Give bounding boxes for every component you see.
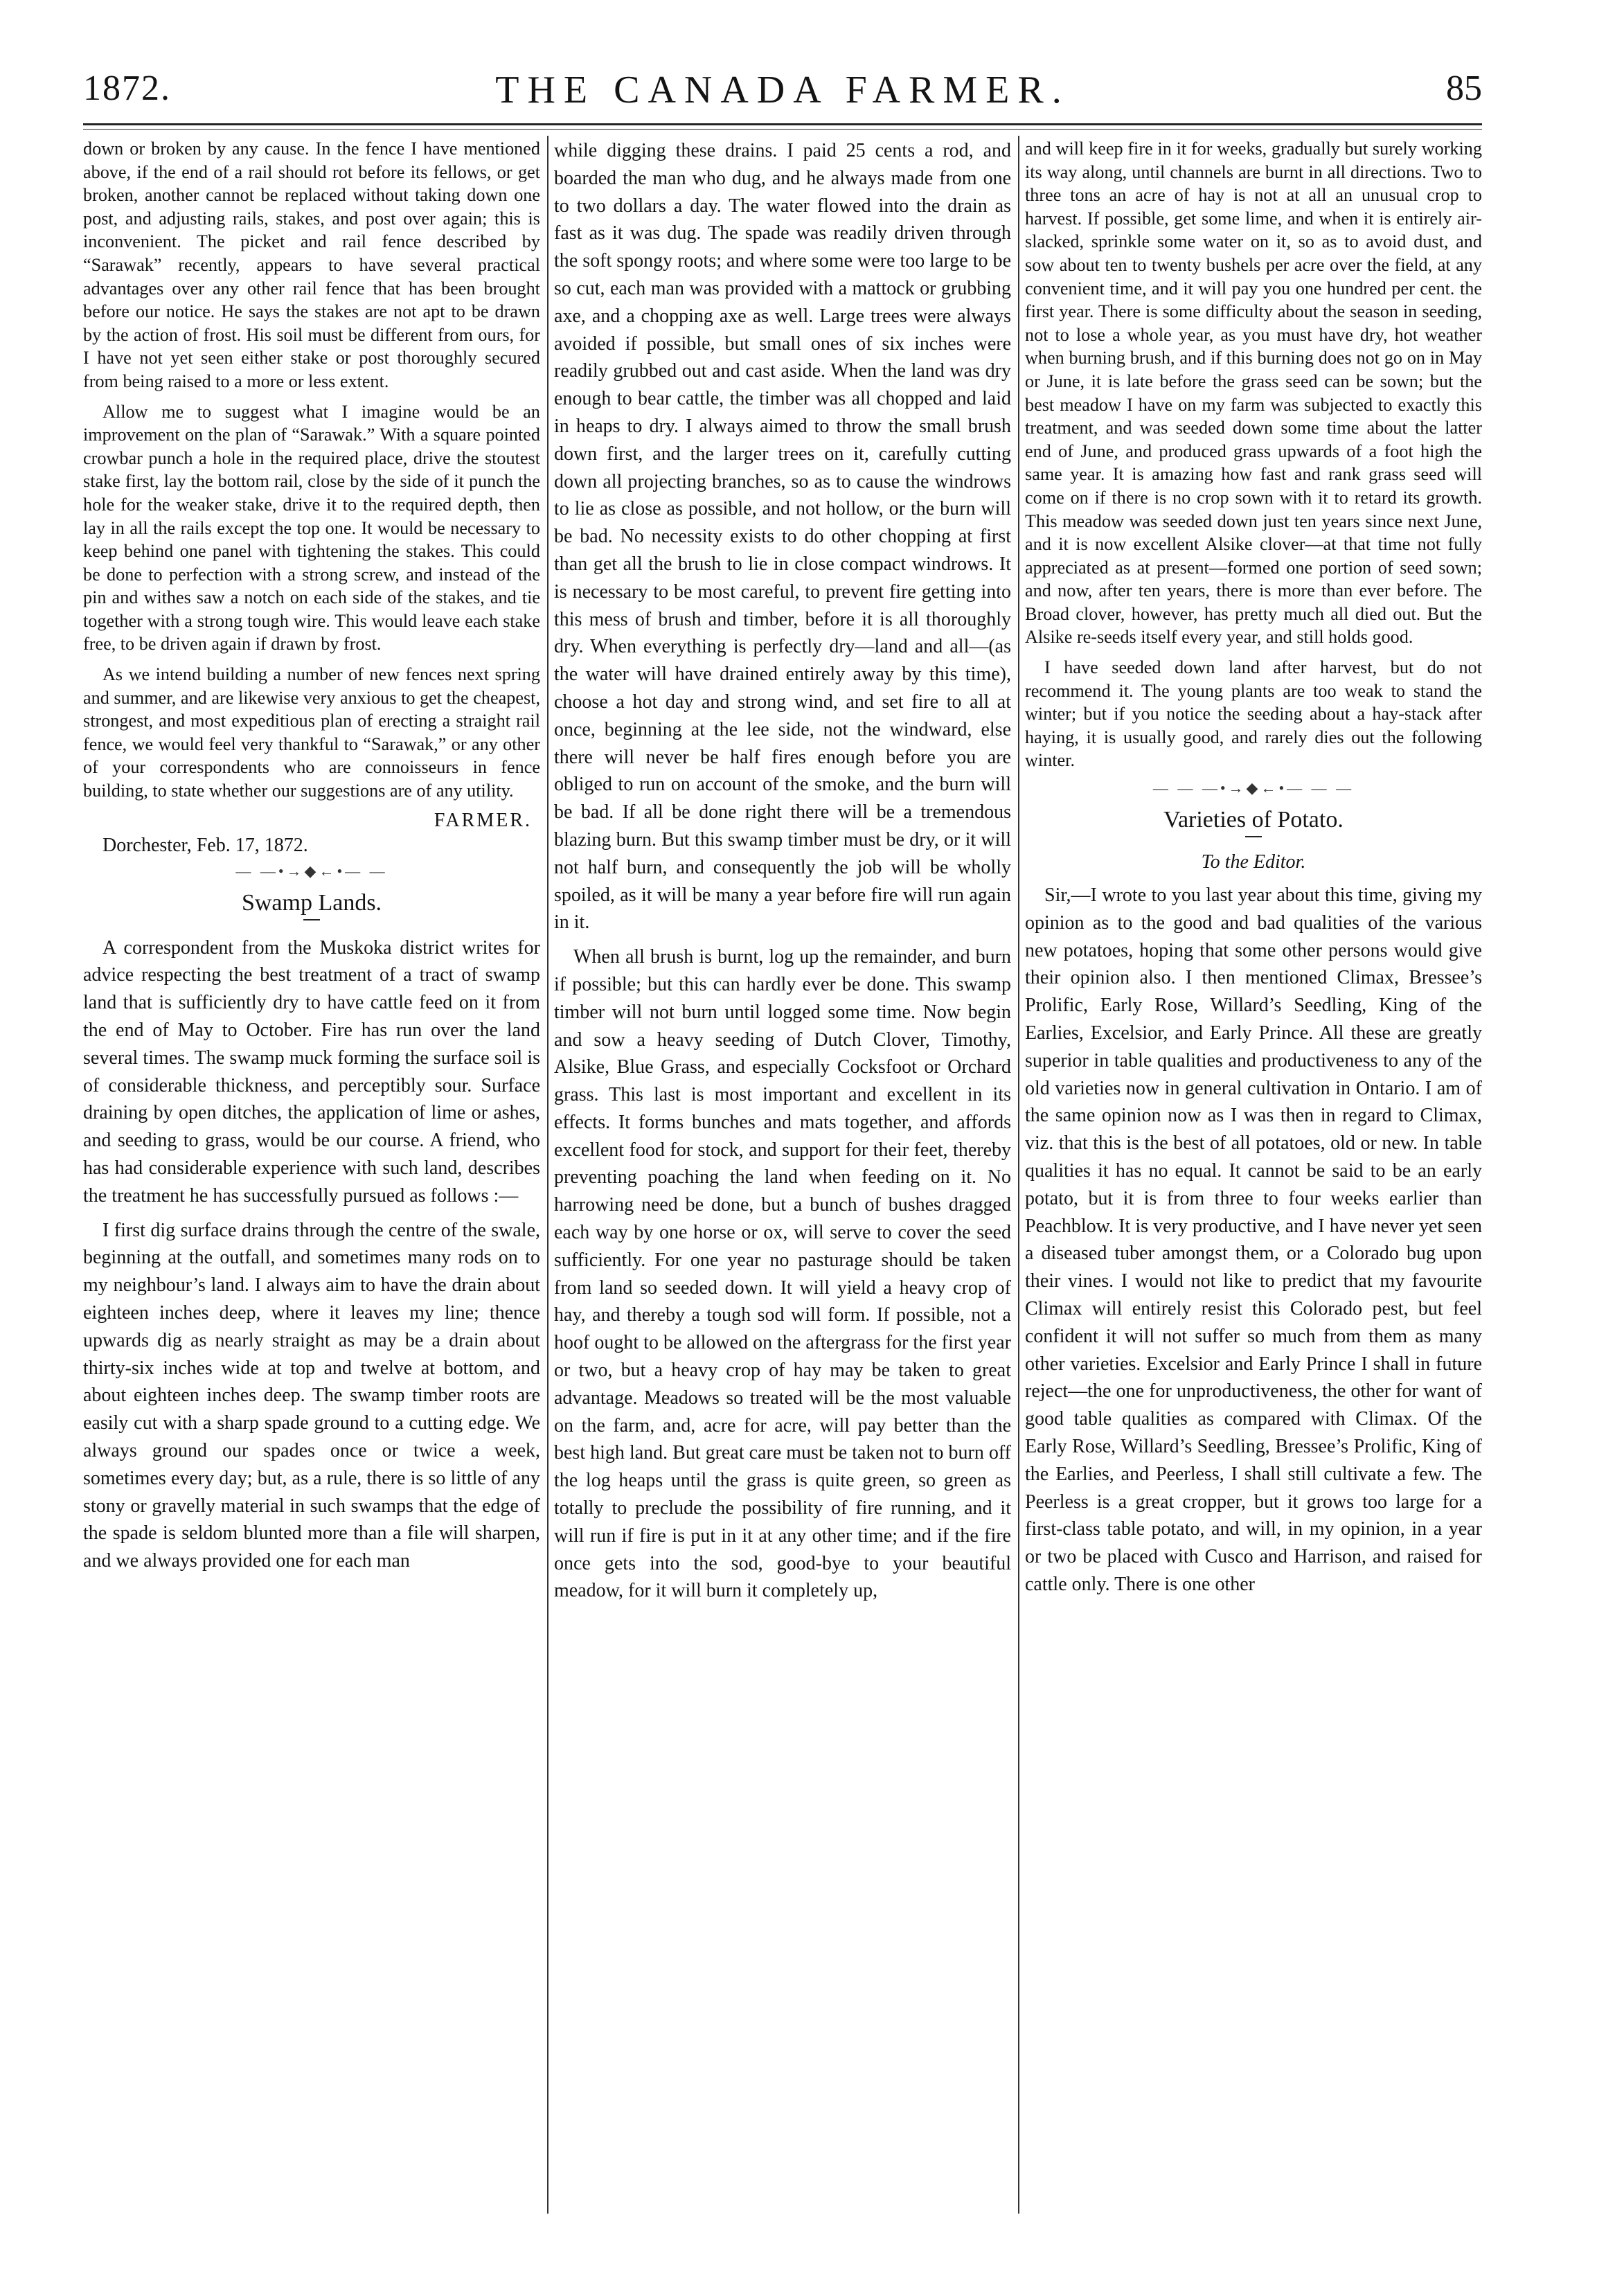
heading-dash (303, 919, 320, 920)
article-subheading: To the Editor. (1201, 851, 1306, 873)
paragraph: A correspondent from the Muskoka district writes for advice respecting the best treatment of a tract of swamp land that is sufficiently dry to have cattle feed on it from the end of May to October. Fire has run over the land several times. The swamp muck forming the surface soil is of considerable thickness, and perceptibly sour. Surface draining by open ditches, the application of lime or ashes, and seeding to grass, would be our course. A friend, who has had considerable experience with such land, describes the treatment he has successfully pursued as follows :— (83, 936, 540, 1207)
paragraph: Allow me to suggest what I imagine would be an improvement on the plan of “Sarawak.” With a square pointed crowbar punch a hole in the required place, drive the stoutest stake first, lay the bottom rail, close by the side of it punch the hole for the weaker stake, drive it to the required depth, then lay in all the rails except the top one. It would be necessary to keep behind one panel with tightening the stakes. This could be done to perfection with a strong screw, and instead of the pin and withes saw a notch on each side of the stakes, and tie together with a strong tough wire. This would leave each stake free, to be driven again if drawn by frost. (83, 401, 540, 655)
paragraph: and will keep fire in it for weeks, gradually but surely working its way along, until channels are burnt in all directions. Two to three tons an acre of hay is not at all an unusual crop to harvest. If possible, get some lime, and when it is entirely air-slacked, sprinkle some water on it, so as to avoid dust, and sow about ten to twenty bushels per acre over the field, at any convenient time, and it will pay you one hundred per cent. the first year. There is some difficulty about the season in seeding, not to lose a whole year, as you must have dry, hot weather when burning brush, and if this burning does not go on in May or June, it is late before the grass seed can be sown; but the best meadow I have on my farm was subjected to exactly this treatment, and was seeded down some time about the latter end of June, and produced grass upwards of a foot high the same year. It is amazing how fast and rank grass seed will come on if there is no crop sown with it to retard its growth. This meadow was seeded down just ten years since next June, and it is now excellent Alsike clover—at that time not fully appreciated as at present—formed one portion of seed sown; and now, after ten years, there is more than ever before. The Broad clover, however, has pretty much all died out. But the Alsike re-seeds itself every year, and still holds good. (1025, 139, 1482, 648)
ornamental-divider: — — —•→◆←•— — — (1152, 779, 1355, 797)
paragraph: while digging these drains. I paid 25 cents a rod, and boarded the man who dug, and he always made from one to two dollars a day. The water flowed into the drain as fast as it was dug. The spade was readily driven through the soft spongy roots; and where some were too large to be so cut, each man was provided with a mattock or grubbing axe, and a chopping axe as well. Large trees were always avoided if possible, but small ones of six inches were readily grubbed out and cast aside. When the land was dry enough to bear cattle, the timber was all chopped and laid in heaps to dry. I always aimed to throw the small brush down first, and the larger trees on it, carefully cutting down all projecting branches, so as to cause the windrows to lie as close as possible, and not hollow, or the burn will be bad. No necessity exists to do other chopping at first than get all the brush to lie in close compact windrows. It is necessary to be most careful, to prevent fire getting into this mess of brush and timber, before it is all thoroughly dry. When everything is perfectly dry—land and all—(as the water will have drained entirely away by this time), choose a hot day and strong wind, and set fire to all at once, beginning at the lee side, not the windward, else there will never be half fires enough before you are obliged to run on account of the smoke, and the burn will be bad. If all be done right there will be a tremendous blazing burn. But this swamp timber must be dry, or it will not half burn, and consequently the job will be wholly spoiled, as it will be many a year before fire will run again in it. (554, 140, 1011, 934)
paragraph: Sir,—I wrote to you last year about this time, giving my opinion as to the good and bad qualities of the various new potatoes, hoping that some other persons would give their opinion also. I then mentioned Climax, Bressee’s Prolific, Early Rose, Willard’s Seedling, King of the Earlies, Excelsior, and Early Prince. All these are greatly superior in table qualities and productiveness to any of the old varieties now in general cultivation in Ontario. I am of the same opinion now as I was then in regard to Climax, viz. that this is the best of all potatoes, old or new. In table qualities it has no equal. It cannot be said to be an early potato, but it is from three to four weeks earlier than Peachblow. It is very productive, and I have never yet seen a diseased tuber amongst them, or a Colorado bug upon their vines. I would not like to predict that my favourite Climax will entirely resist this Colorado pest, but feel confident it will not suffer so much from them as many other varieties. Excelsior and Early Prince I shall in future reject—the one for unproductiveness, the other for want of good table qualities as compared with Climax. Of the Early Rose, Willard’s Seedling, Bressee’s Prolific, King of the Earlies, and Peerless, I shall still cultivate a few. The Peerless is a great cropper, but it grows too large for a first-class table potato, and will, in my opinion, in a year or two be placed with Cusco and Harrison, and raised for cattle only. There is one other (1025, 884, 1482, 1595)
masthead (83, 68, 1482, 123)
column-1 (83, 137, 540, 2222)
masthead-rule-thin (83, 129, 1482, 130)
column-2 (554, 137, 1011, 2222)
column-divider-2 (1018, 136, 1019, 2214)
ornamental-divider: — —•→◆←•— — (235, 862, 388, 880)
article-heading: Varieties of Potato. (1163, 807, 1344, 833)
paragraph: When all brush is burnt, log up the remainder, and burn if possible; but this can hardly ever be done. This swamp timber will not burn until logged some time. Now begin and sow a heavy seeding of Dutch Clover, Timothy, Alsike, Blue Grass, and especially Cocksfoot or Orchard grass. This last is most important and excellent in its effects. It forms bunches and mats together, and affords excellent food for stock, and support for their feet, thereby preventing poaching the land when feeding on it. No harrowing need be done, but a bunch of bushes dragged each way by one horse or ox, will serve to cover the seed sufficiently. For one year no pasturage should be taken from land so seeded down. It will yield a heavy crop of hay, and thereby a tough sod will form. If possible, not a hoof ought to be allowed on the aftergrass for the first year or two, but a heavy crop of hay may be taken to great advantage. Meadows so treated will be the most valuable on the farm, and, acre for acre, will pay better than the best high land. But great care must be taken not to burn off the log heaps until the grass is quite green, so green as totally to preclude the possibility of fire running, and it will run if fire is put in it at any other time; and if the fire once gets into the sod, good-bye to your beautiful meadow, for it will burn it completely up, (554, 946, 1011, 1602)
heading-dash (1245, 836, 1262, 837)
page-number: 85 (1446, 69, 1482, 108)
letter-continuation (83, 137, 540, 803)
signature: FARMER. (434, 809, 532, 831)
article-heading: Swamp Lands. (241, 889, 382, 916)
dateline: Dorchester, Feb. 17, 1872. (102, 834, 308, 856)
column-3 (1025, 137, 1482, 2222)
article-continuation (1025, 137, 1482, 772)
paragraph: down or broken by any cause. In the fence I have mentioned above, if the end of a rail should rot before its fellows, or get broken, another cannot be replaced without taking down one post, and adjusting rails, stakes, and post over again; this is inconvenient. The picket and rail fence described by “Sarawak” recently, appears to have several practical advantages over any other rail fence that has been brought before our notice. He says the stakes are not apt to be drawn by the action of frost. His soil must be different from ours, for I have not yet seen either stake or post thoroughly secured from being raised to a more or less extent. (83, 139, 540, 391)
masthead-year: 1872. (83, 69, 171, 108)
paragraph: I have seeded down land after harvest, but do not recommend it. The young plants are too weak to stand the winter; but if you notice the seeding about a hay-stack after haying, it is usually good, and rarely dies out the following winter. (1025, 657, 1482, 771)
masthead-title: THE CANADA FARMER. (495, 69, 1070, 112)
paragraph: As we intend building a number of new fences next spring and summer, and are likewise very anxious to get the cheapest, strongest, and most expeditious plan of erecting a straight rail fence, we would feel very thankful to “Sarawak,” or any other of your correspondents who are connoisseurs in fence building, to state whether our suggestions are of any utility. (83, 664, 540, 801)
masthead-rule (83, 123, 1482, 125)
column-divider-1 (547, 136, 548, 2214)
paragraph: I first dig surface drains through the centre of the swale, beginning at the outfall, and sometimes many rods on to my neighbour’s land. I always aim to have the drain about eighteen inches deep, where it leaves my line; thence upwards dig as nearly straight as may be a drain about thirty-six inches wide at top and twelve at bottom, and about eighteen inches deep. The swamp timber roots are easily cut with a sharp spade ground to a cutting edge. We always ground our spades once or twice a week, sometimes every day; but, as a rule, there is so little of any stony or gravelly material in such swamps that the edge of the spade is seldom blunted more than a file will sharpen, and we always provided one for each man (83, 1219, 540, 1572)
